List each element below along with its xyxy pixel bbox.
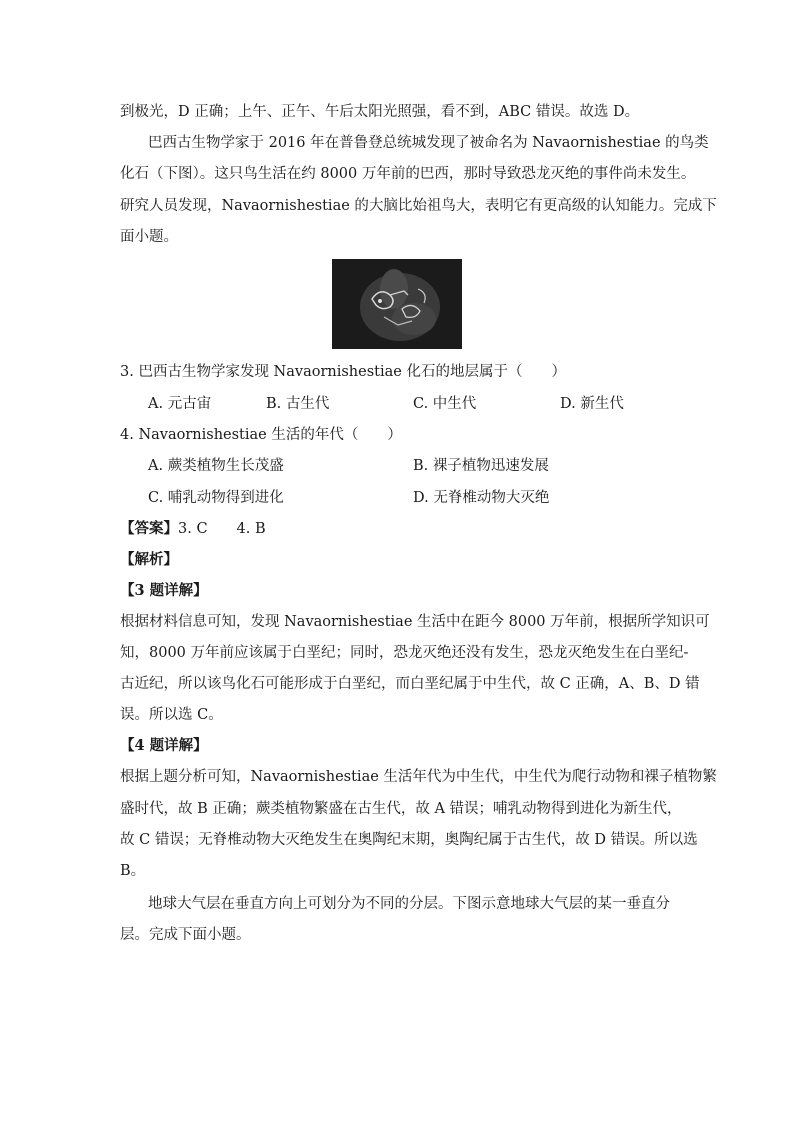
detail-3-title: 【3 题详解】	[120, 582, 208, 599]
fossil-photo-icon	[332, 259, 462, 349]
text-line: 研究人员发现，Navaornishestiae 的大脑比始祖鸟大，表明它有更高级的认知能力。完成下	[120, 198, 717, 214]
text-line: 知，8000 万年前应该属于白垩纪；同时，恐龙灭绝还没有发生，恐龙灭绝发生在白垩纪-	[120, 645, 689, 661]
text-line: B。	[120, 863, 146, 879]
text-line: 根据上题分析可知，Navaornishestiae 生活年代为中生代，中生代为爬行动物和裸子植物繁	[120, 769, 717, 785]
text-line: 误。所以选 C。	[120, 707, 223, 723]
text-line: 根据材料信息可知，发现 Navaornishestiae 生活中在距今 8000 万年前，根据所学知识可	[120, 614, 710, 630]
q4-option-a[interactable]: A. 蕨类植物生长茂盛	[148, 458, 284, 474]
q4-option-b[interactable]: B. 裸子植物迅速发展	[413, 458, 549, 474]
text-line: 古近纪，所以该鸟化石可能形成于白垩纪，而白垩纪属于中生代，故 C 正确，A、B、D 错	[120, 676, 700, 692]
text-line: 故 C 错误；无脊椎动物大灭绝发生在奥陶纪末期，奥陶纪属于古生代，故 D 错误。所以选	[120, 832, 698, 848]
answer-line	[120, 519, 266, 539]
text-line: 面小题。	[120, 229, 178, 245]
text-line: 化石（下图）。这只鸟生活在约 8000 万年前的巴西，那时导致恐龙灭绝的事件尚未发生。	[120, 166, 696, 182]
text-line: 盛时代，故 B 正确；蕨类植物繁盛在古生代，故 A 错误；哺乳动物得到进化为新生代，	[120, 801, 682, 817]
text-line: 层。完成下面小题。	[120, 927, 251, 943]
question-3: 3. 巴西古生物学家发现 Navaornishestiae 化石的地层属于（ ）	[120, 364, 566, 380]
q3-option-b[interactable]: B. 古生代	[266, 396, 330, 412]
text-line: 到极光，D 正确；上午、正午、午后太阳光照强，看不到，ABC 错误。故选 D。	[120, 104, 640, 120]
q3-option-a[interactable]: A. 元古宙	[148, 396, 212, 412]
answer-label: 【答案】	[120, 520, 178, 537]
detail-4-title: 【4 题详解】	[120, 737, 208, 754]
q4-option-d[interactable]: D. 无脊椎动物大灭绝	[413, 490, 550, 506]
question-4: 4. Navaornishestiae 生活的年代（ ）	[120, 427, 402, 443]
q3-option-c[interactable]: C. 中生代	[413, 396, 477, 412]
answer-text: 3. C 4. B	[178, 521, 266, 537]
text-line: 巴西古生物学家于 2016 年在普鲁登总统城发现了被命名为 Navaornishestiae 的鸟类	[148, 135, 709, 151]
q3-option-d[interactable]: D. 新生代	[560, 396, 624, 412]
text-line: 地球大气层在垂直方向上可划分为不同的分层。下图示意地球大气层的某一垂直分	[148, 896, 670, 912]
q4-option-c[interactable]: C. 哺乳动物得到进化	[148, 490, 284, 506]
analysis-label: 【解析】	[120, 551, 178, 568]
